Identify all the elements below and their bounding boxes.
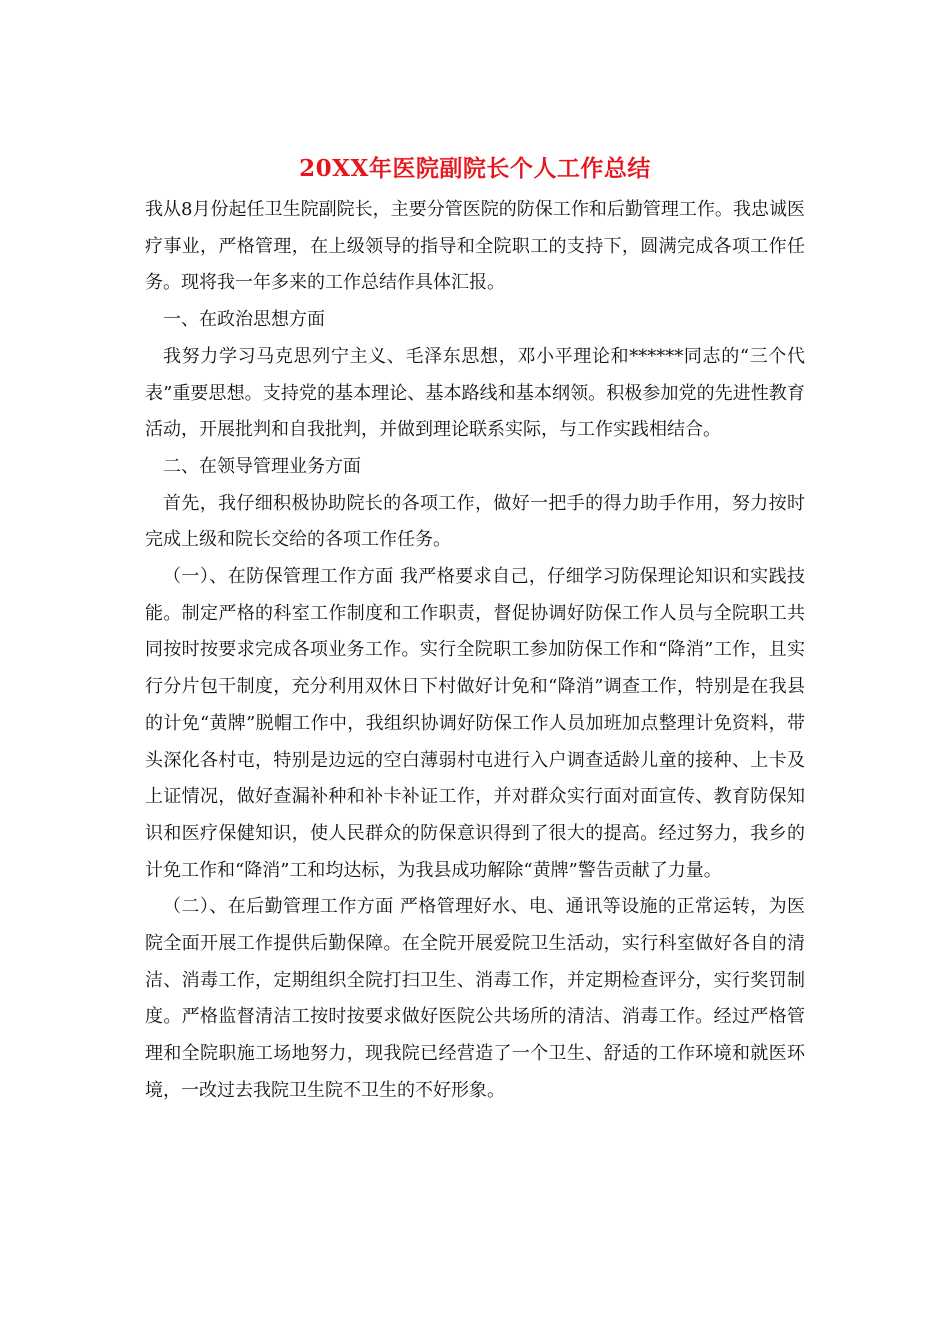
prevention-paragraph: （一）、在防保管理工作方面 我严格要求自己，仔细学习防保理论知识和实践技能。制定严格的科室工作制度和工作职责，督促协调好防保工作人员与全院职工共同按时按要求完成各项业务工作。实行全院职工参加防保工作和“降消”工作，且实行分片包干制度，充分利用双休日下村做好计免和“降消”调查工作，特别是在我县的计免“黄牌”脱帽工作中，我组织协调好防保工作人员加班加点整理计免资料，带头深化各村屯，特别是边远的空白薄弱村屯进行入户调查适龄儿童的接种、上卡及上证情况，做好查漏补种和补卡补证工作，并对群众实行面对面宣传、教育防保知识和医疗保健知识，使人民群众的防保意识得到了很大的提高。经过努力，我乡的计免工作和“降消”工和均达标，为我县成功解除“黄牌”警告贡献了力量。	[145, 566, 805, 881]
document-body	[145, 192, 805, 1110]
intro-paragraph: 我从8月份起任卫生院副院长，主要分管医院的防保工作和后勤管理工作。我忠诚医疗事业，严格管理，在上级领导的指导和全院职工的支持下，圆满完成各项工作任务。现将我一年多来的工作总结作具体汇报。	[145, 199, 805, 294]
management-paragraph: 首先，我仔细积极协助院长的各项工作，做好一把手的得力助手作用，努力按时完成上级和院长交给的各项工作任务。	[145, 492, 805, 551]
political-paragraph: 我努力学习马克思列宁主义、毛泽东思想，邓小平理论和******同志的“三个代表”重要思想。支持党的基本理论、基本路线和基本纲领。积极参加党的先进性教育活动，开展批判和自我批判，并做到理论联系实际，与工作实践相结合。	[145, 345, 805, 441]
section-heading-management: 二、在领导管理业务方面	[163, 455, 361, 477]
section-heading-political: 一、在政治思想方面	[163, 309, 325, 331]
logistics-paragraph: （二）、在后勤管理工作方面 严格管理好水、电、通讯等设施的正常运转，为医院全面开展工作提供后勤保障。在全院开展爱院卫生活动，实行科室做好各自的清洁、消毒工作，定期组织全院打扫卫生、消毒工作，并定期检查评分，实行奖罚制度。严格监督清洁工按时按要求做好医院公共场所的清洁、消毒工作。经过严格管理和全院职施工场地努力，现我院已经营造了一个卫生、舒适的工作环境和就医环境，一改过去我院卫生院不卫生的不好形象。	[145, 896, 805, 1101]
document-title: 20XX年医院副院长个人工作总结	[299, 155, 651, 182]
